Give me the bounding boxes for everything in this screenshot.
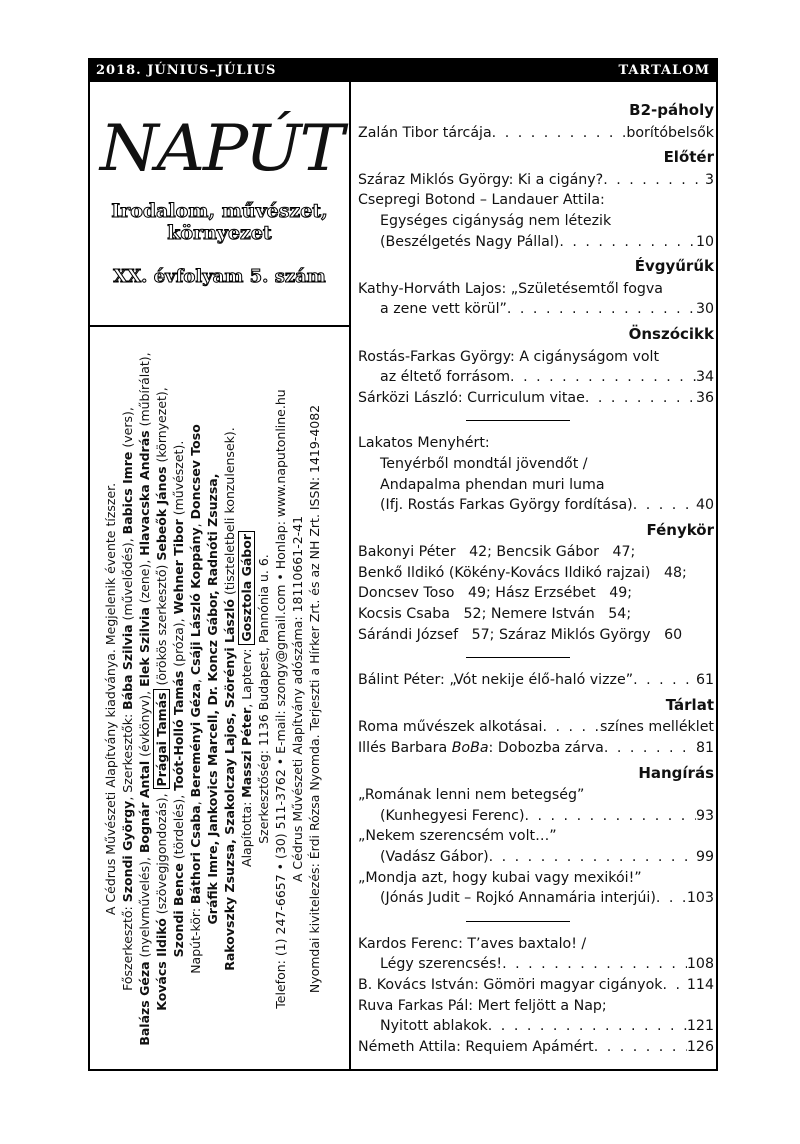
toc-entry-line: (Vadász Gábor) . . . 99	[358, 847, 714, 868]
toc-entry: B. Kovács István: Gömöri magyar cigányok . . . 114	[358, 975, 714, 996]
imprint-line: Gráfik Imre, Jankovics Marcell, Dr. Koncz Gábor, Radnóti Zsuzsa,	[205, 473, 220, 925]
imprint-line: A Cédrus Művészeti Alapítvány adószáma: 18110661-2-41	[290, 515, 305, 883]
toc-entry-line: (Beszélgetés Nagy Pállal) . . . 10	[358, 232, 714, 253]
toc-entry: Száraz Miklós György: Ki a cigány? . . . 3	[358, 170, 714, 191]
subtitle-line-2: környezet	[167, 222, 272, 244]
separator-rule	[466, 921, 570, 922]
toc-entry-line: (Kunhegyesi Ferenc) . . . 93	[358, 806, 714, 827]
top-bar	[90, 60, 716, 82]
section-heading: Tárlat	[665, 695, 714, 714]
imprint-line: Telefon: (1) 247-6657 • (30) 511-3762 • E-mail: szongy@gmail.com • Honlap: www.naputonline.hu	[273, 389, 288, 1009]
page-frame	[88, 58, 718, 1071]
imprint-line: Alapította: Masszi Péter, Lapterv: Gosztola Gábor	[238, 331, 255, 1067]
toc-entry-line: (Ifj. Rostás Farkas György fordítása) . . . 40	[358, 495, 714, 516]
toc-entry: Benkő Ildikó (Kökény-Kovács Ildikó rajzai) 48;	[358, 564, 687, 581]
toc-entry: Rostás-Farkas György: A cigányságom volt	[358, 348, 660, 365]
toc-entry-line: a zene vett körül” . . . 30	[358, 299, 714, 320]
toc-entry-line: Légy szerencsés! . . . 108	[358, 954, 714, 975]
imprint-line: Napút-kör: Báthori Csaba, Bereményi Géza, Csáji László Koppány, Doncsev Toso	[188, 424, 203, 974]
toc-entry-line: Tenyérből mondtál jövendőt /	[380, 455, 588, 472]
toc-entry: Zalán Tibor tárcája . . . borítóbelsők	[358, 123, 714, 144]
toc-entry: Bakonyi Péter 42; Bencsik Gábor 47;	[358, 544, 636, 561]
toc-entry: Lakatos Menyhért:	[358, 435, 490, 452]
column-divider	[349, 82, 351, 1071]
imprint-line: Főszerkesztő: Szondi György, Szerkesztők: Bába Szilvia (művelődés), Babics Imre (vers),	[120, 407, 135, 991]
toc-entry: „Nekem szerencsém volt…”	[358, 828, 557, 845]
separator-rule	[466, 420, 570, 421]
contents-heading: TARTALOM	[618, 63, 710, 78]
toc-entry-line: Andapalma phendan muri luma	[380, 476, 605, 493]
toc-entry: Sárközi László: Curriculum vitae . . . 36	[358, 388, 714, 409]
masthead-subtitle	[90, 200, 349, 244]
toc-entry: Sárándi József 57; Száraz Miklós György 60	[358, 626, 683, 643]
toc-entry: Kardos Ferenc: T’aves baxtalo! /	[358, 935, 587, 952]
section-heading: Fénykör	[646, 520, 714, 539]
toc-entry: Kocsis Csaba 52; Nemere István 54;	[358, 606, 632, 623]
toc-entry-line: (Jónás Judit – Rojkó Annamária interjúi) . . . 103	[358, 888, 714, 909]
section-heading: Évgyűrűk	[634, 257, 714, 276]
imprint-line: A Cédrus Művészeti Alapítvány kiadványa. Megjelenik évente tízszer.	[103, 482, 118, 916]
imprint-area	[90, 327, 349, 1071]
imprint-line: Kovács Ildikó (szövegjgondozás), Prágai Tamás (örökös szerkesztő) Sebeők János (környezet),	[154, 387, 169, 1011]
section-heading: Hangírás	[638, 763, 714, 782]
toc-entry: Csepregi Botond – Landauer Attila:	[358, 192, 605, 209]
toc-entry: „Mondja azt, hogy kubai vagy mexikói!”	[358, 869, 642, 886]
toc-entry: Bálint Péter: „Vót nekije élő-haló vizze” . . . 61	[358, 670, 714, 691]
imprint-line: Rakovszky Zsuzsa, Szakolczay Lajos, Szörényi László (tiszteletbeli konzulensek).	[222, 427, 237, 971]
imprint-line: Nyomdai kivitelezés: Érdi Rózsa Nyomda. Terjeszti a Hírker Zrt. és az NH Zrt. ISSN: 1419-4082	[307, 404, 322, 994]
imprint-line: Szerkesztőség: 1136 Budapest, Pannónia u. 6.	[256, 554, 271, 844]
toc-entry-line: Egységes cigányság nem létezik	[380, 212, 612, 229]
section-heading: Előtér	[663, 148, 714, 167]
toc-entry: Kathy-Horváth Lajos: „Születésemtől fogva	[358, 280, 663, 297]
toc-entry: Illés Barbara BoBa: Dobozba zárva . . . 81	[358, 738, 714, 759]
imprint-line: Balázs Géza (nyelvművelés), Bognár Antal (évkönyv), Elek Szilvia (zene), Hlavacska András (műbírálat),	[137, 352, 152, 1046]
toc-entry: Ruva Farkas Pál: Mert feljött a Nap;	[358, 997, 607, 1014]
naput-logo: NAPÚT	[99, 112, 343, 186]
section-heading: B2-páholy	[629, 101, 714, 119]
toc-entry: Doncsev Toso 49; Hász Erzsébet 49;	[358, 585, 633, 602]
toc-entry: Roma művészek alkotásai . . . színes melléklet	[358, 717, 714, 738]
subtitle-line-1: Irodalom, művészet,	[111, 200, 328, 222]
volume-number: XX. évfolyam 5. szám	[113, 266, 326, 287]
section-heading: Önszócikk	[628, 324, 714, 343]
imprint-text	[94, 331, 344, 1067]
toc-entry-line: Nyitott ablakok . . . 121	[358, 1016, 714, 1037]
separator-rule	[466, 657, 570, 658]
toc-entry: Németh Attila: Requiem Apámért . . . 126	[358, 1037, 714, 1058]
imprint-line: Szondi Bence (tördelés), Toót-Holló Tamás (próza), Wehner Tibor (művészet).	[171, 440, 186, 958]
issue-date: 2018. JÚNIUS–JÚLIUS	[96, 63, 277, 78]
toc-entry: „Romának lenni nem betegség”	[358, 787, 585, 804]
table-of-contents	[358, 96, 714, 1057]
toc-entry-line: az éltető forrásom . . . 34	[358, 367, 714, 388]
